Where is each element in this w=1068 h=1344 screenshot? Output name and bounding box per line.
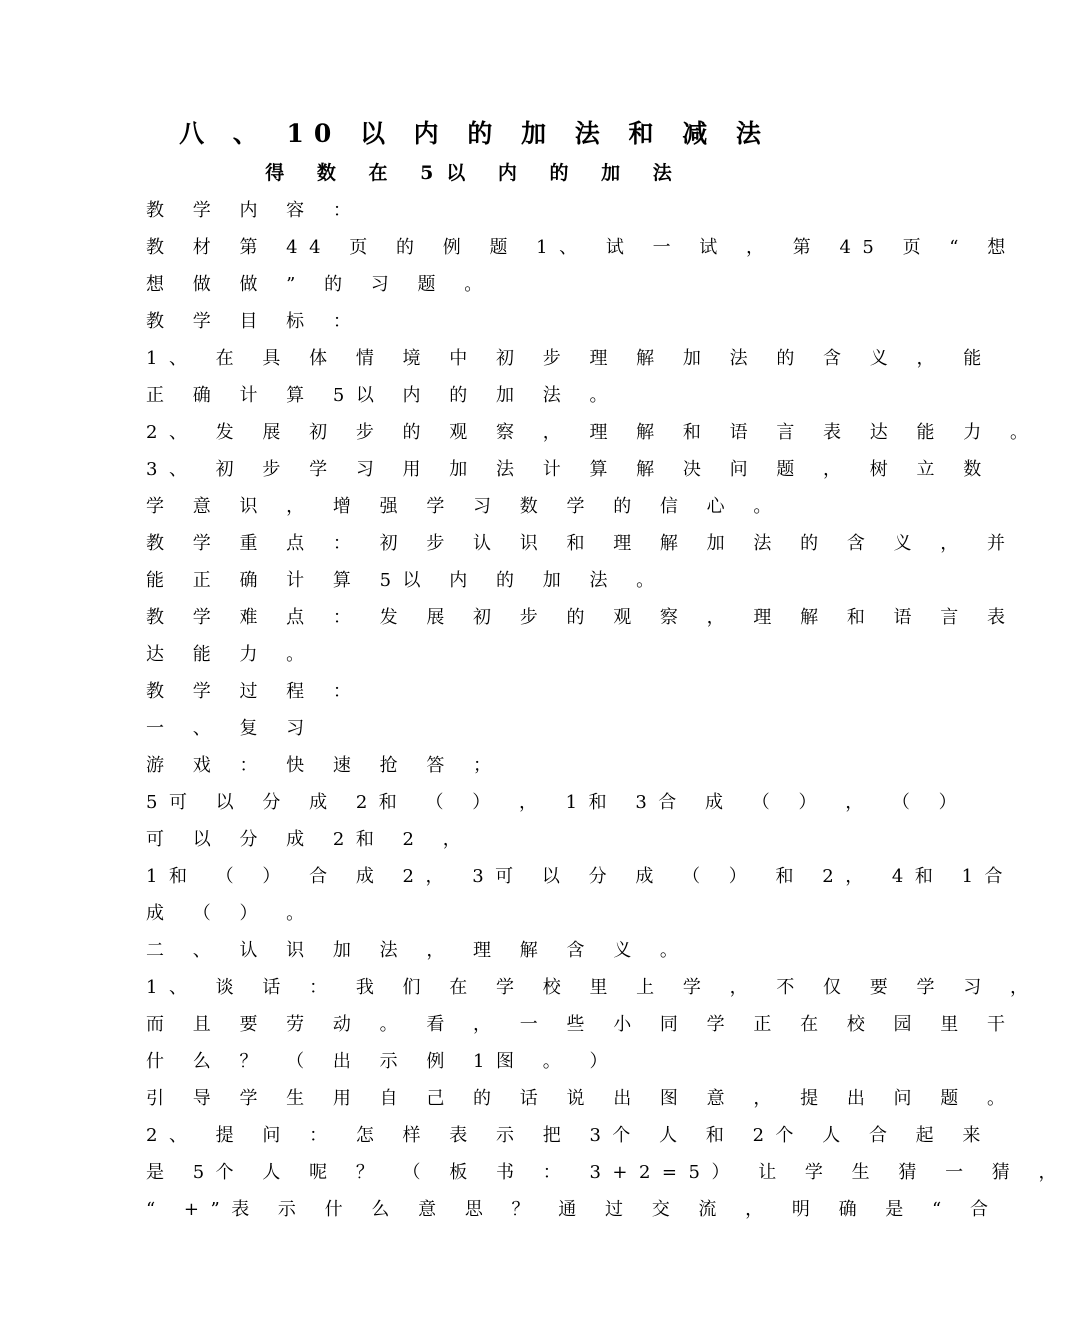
- text-line: 教 材 第 44 页 的 例 题 1、 试 一 试 ， 第 45 页 “ 想: [146, 237, 1017, 258]
- text-line: 能 正 确 计 算 5以 内 的 加 法 。: [146, 570, 666, 591]
- text-line: 游 戏 ： 快 速 抢 答 ；: [146, 755, 503, 776]
- text-line: 1、 谈 话 ： 我 们 在 学 校 里 上 学 ， 不 仅 要 学 习 ，: [146, 977, 1040, 998]
- text-line: 1和 （ ） 合 成 2， 3可 以 分 成 （ ） 和 2， 4和 1合: [146, 866, 1015, 887]
- text-line: 可 以 分 成 2和 2 ，: [146, 829, 473, 850]
- text-line: 教 学 目 标 ：: [146, 311, 363, 332]
- page-title: 八 、 10 以 内 的 加 法 和 减 法: [179, 119, 771, 148]
- text-line: 教 学 内 容 ：: [146, 200, 363, 221]
- text-line: 达 能 力 。: [146, 644, 316, 665]
- text-line: 5可 以 分 成 2和 （ ） ， 1和 3合 成 （ ） ， （ ）: [146, 792, 969, 813]
- text-line: 1、 在 具 体 情 境 中 初 步 理 解 加 法 的 含 义 ， 能: [146, 348, 993, 369]
- section-subtitle: 得 数 在 5以 内 的 加 法: [265, 162, 685, 184]
- text-line: 教 学 重 点 ： 初 步 认 识 和 理 解 加 法 的 含 义 ， 并: [146, 533, 1017, 554]
- text-line: 学 意 识 ， 增 强 学 习 数 学 的 信 心 。: [146, 496, 783, 517]
- text-line: 而 且 要 劳 动 。 看 ， 一 些 小 同 学 正 在 校 园 里 干: [146, 1014, 1017, 1035]
- text-line: 3、 初 步 学 习 用 加 法 计 算 解 决 问 题 ， 树 立 数: [146, 459, 993, 480]
- text-line: “ +”表 示 什 么 意 思 ？ 通 过 交 流 ， 明 确 是 “ 合: [146, 1199, 1000, 1220]
- text-line: 是 5个 人 呢 ？ （ 板 书 ： 3+2=5） 让 学 生 猜 一 猜 ，: [146, 1162, 1068, 1183]
- text-line: 2、 发 展 初 步 的 观 察 ， 理 解 和 语 言 表 达 能 力 。: [146, 422, 1040, 443]
- text-line: 想 做 做 ” 的 习 题 。: [146, 274, 494, 295]
- text-line: 什 么 ？ （ 出 示 例 1图 。 ）: [146, 1051, 619, 1072]
- text-line: 2、 提 问 ： 怎 样 表 示 把 3个 人 和 2个 人 合 起 来: [146, 1125, 992, 1146]
- text-line: 引 导 学 生 用 自 己 的 话 说 出 图 意 ， 提 出 问 题 。: [146, 1088, 1017, 1109]
- text-line: 二 、 认 识 加 法 ， 理 解 含 义 。: [146, 940, 690, 961]
- text-line: 正 确 计 算 5以 内 的 加 法 。: [146, 385, 619, 406]
- text-line: 教 学 过 程 ：: [146, 681, 363, 702]
- document-body: [146, 192, 1068, 1228]
- text-line: 教 学 难 点 ： 发 展 初 步 的 观 察 ， 理 解 和 语 言 表: [146, 607, 1017, 628]
- text-line: 成 （ ） 。: [146, 903, 316, 924]
- text-line: 一 、 复 习: [146, 718, 316, 739]
